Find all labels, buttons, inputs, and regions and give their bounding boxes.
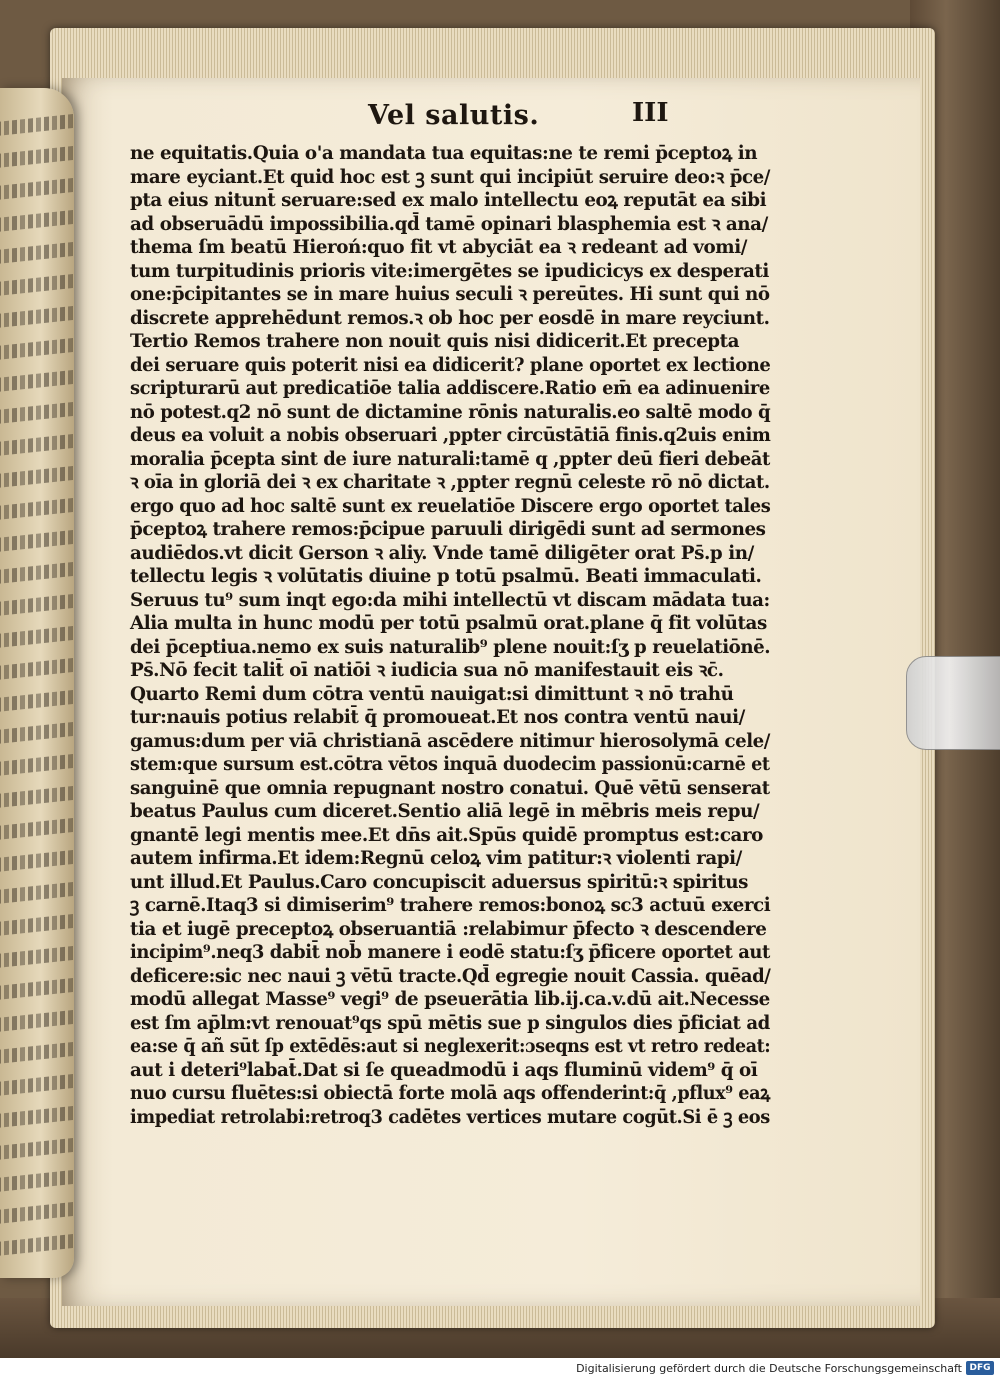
text-line: stem:que sursum est.cōtra vētos inquā duodecim passionū:carnē et — [130, 754, 770, 775]
text-line: unt illud.Et Paulus.Caro concupiscit aduersus spiritū:ꝛ spiritus — [130, 871, 748, 893]
text-line: sanguinē que omnia repugnant nostro conatui. Quē vētū senserat — [130, 777, 770, 799]
text-line: p̄ceptoꝝ trahere remos:p̄cipue paruuli dirigēdi sunt ad sermones — [130, 519, 766, 540]
text-line: ꝫ carnē.Itaq3 si dimiserim⁹ trahere remos:bonoꝝ sc3 actuū exerci — [130, 895, 771, 916]
text-line: tur:nauis potius relabit̄ q̄ promoueat.Et nos contra ventū naui/ — [130, 707, 745, 728]
running-head: Vel salutis. — [368, 100, 540, 131]
text-line: deus ea voluit a nobis obseruari ,ppter circūstātiā finis.q2uis enim — [130, 425, 771, 446]
text-line: mare eyciant.Et quid hoc est ꝫ sunt qui incipiūt seruire deo:ꝛ p̄ce/ — [130, 166, 770, 188]
text-line: Ps̄.Nō fecit talit̄ oī natiōi ꝛ iudicia sua nō manifestauit eis ꝛc̄. — [130, 660, 724, 681]
text-line: modū allegat Masse⁹ vegi⁹ de pseuerātia lib.ij.ca.v.dū ait.Necesse — [130, 989, 770, 1010]
text-line: discrete apprehēdunt remos.ꝛ ob hoc per eosdē in mare reyciunt. — [130, 307, 770, 329]
text-line: deficere:sic nec naui ꝫ vētū tracte.Qd̄ egregie nouit Cassia. quēad/ — [130, 965, 771, 987]
text-block — [130, 142, 780, 1129]
text-line: one:p̄cipitantes se in mare huius seculi ꝛ pereūtes. Hi sunt qui nō — [130, 284, 770, 305]
text-line: tum turpitudinis prioris vite:imergētes se ipudicicys ex desperati — [130, 260, 769, 282]
text-line: Tertio Remos trahere non nouit quis nisi didicerit.Et precepta — [130, 331, 740, 352]
text-line: pta eius nitunt̄ seruare:sed ex malo intellectu eoꝝ reputāt ea sibi — [130, 190, 767, 211]
text-line: gnantē legi mentis mee.Et dn̄s ait.Spūs quidē promptus est:caro — [130, 824, 763, 846]
text-line: aut i deteri⁹labat̄.Dat si ſe queadmodū i aqs fluminū videm⁹ q̄ oī — [130, 1059, 758, 1081]
text-line: tia et iugē preceptoꝝ obseruantiā :relabimur p̄fecto ꝛ descendere — [130, 918, 767, 940]
text-line: autem infirma.Et idem:Regnū celoꝝ vim patitur:ꝛ violenti rapi/ — [130, 848, 742, 869]
text-line: scripturarū aut predicatiōe talia addiscere.Ratio em̄ ea adinuenire — [130, 378, 770, 399]
text-line: ergo quo ad hoc saltē sunt ex reuelatiōe Discere ergo oportet tales — [130, 495, 771, 517]
text-line: audiēdos.vt dicit Gerson ꝛ aliy. Vnde tamē diligēter orat Ps̄.p in/ — [130, 542, 754, 564]
text-line: tellectu legis ꝛ volūtatis diuine p totū psalmū. Beati immaculati. — [130, 566, 762, 587]
dfg-logo: DFG — [966, 1361, 994, 1375]
folio-number: III — [632, 98, 669, 128]
text-line: ad obseruādū impossibilia.qd̄ tamē opinari blasphemia est ꝛ ana/ — [130, 213, 768, 235]
text-line: Quarto Remi dum cōtra ventū nauigat:si dimittunt ꝛ nō trahū — [130, 683, 734, 705]
text-line: incipim⁹.neq3 dabit̄ nob̄ manere i eodē statu:ſʒ p̄ficere oportet aut — [130, 942, 770, 963]
text-line: moralia p̄cepta sint de iure naturali:tamē q ,ppter deū fieri debeāt — [130, 448, 770, 470]
text-line: beatus Paulus cum diceret.Sentio aliā legē in mēbris meis repu/ — [130, 801, 760, 822]
text-line: Seruus tu⁹ sum inqt ego:da mihi intellectū vt discam mādata tua: — [130, 589, 770, 611]
digitization-credit: Digitalisierung gefördert durch die Deutsche Forschungsgemeinschaft — [576, 1362, 962, 1375]
text-line: dei seruare quis poterit nisi ea didicerit? plane oportet ex lectione — [130, 354, 771, 376]
text-line: ne equitatis.Quia o'a mandata tua equitas:ne te remi p̄ceptoꝝ in — [130, 143, 758, 164]
text-line: nō potest.q2 nō sunt de dictamine rōnis naturalis.eo saltē modo q̄ — [130, 401, 771, 423]
text-line: ea:se q̄ añ sūt ſp extēdēs:aut si neglexerit:ɔseqns est vt retro redeat: — [130, 1036, 771, 1057]
text-line: dei p̄ceptiua.nemo ex suis naturalib⁹ plene nouit:ſʒ p reuelatiōnē. — [130, 636, 771, 658]
text-line: gamus:dum per viā christianā ascēdere nitimur hierosolymā cele/ — [130, 730, 770, 752]
text-line: ꝛ oīa in gloriā dei ꝛ ex charitate ꝛ ,ppter regnū celeste rō nō dictat. — [130, 472, 770, 493]
text-line: thema ſm beatū Hieroń:quo fit vt abyciāt ea ꝛ redeant ad vomi/ — [130, 237, 747, 258]
text-line: Alia multa in hunc modū per totū psalmū orat.plane q̄ fit volūtas — [130, 613, 767, 634]
text-line: nuo cursu fluētes:si obiectā forte molā aqs offenderint:q̄ ,pflux⁹ eaꝝ — [130, 1083, 770, 1104]
paper-tab-marker — [906, 656, 1000, 750]
text-line: impediat retrolabi:retroq3 cadētes vertices mutare cogūt.Si ē ꝫ eos — [130, 1106, 770, 1128]
left-facing-page — [0, 88, 74, 1278]
text-line: est ſm ap̄lm:vt renouat⁹qs spū mētis sue p singulos dies p̄ficiat ad — [130, 1012, 770, 1034]
